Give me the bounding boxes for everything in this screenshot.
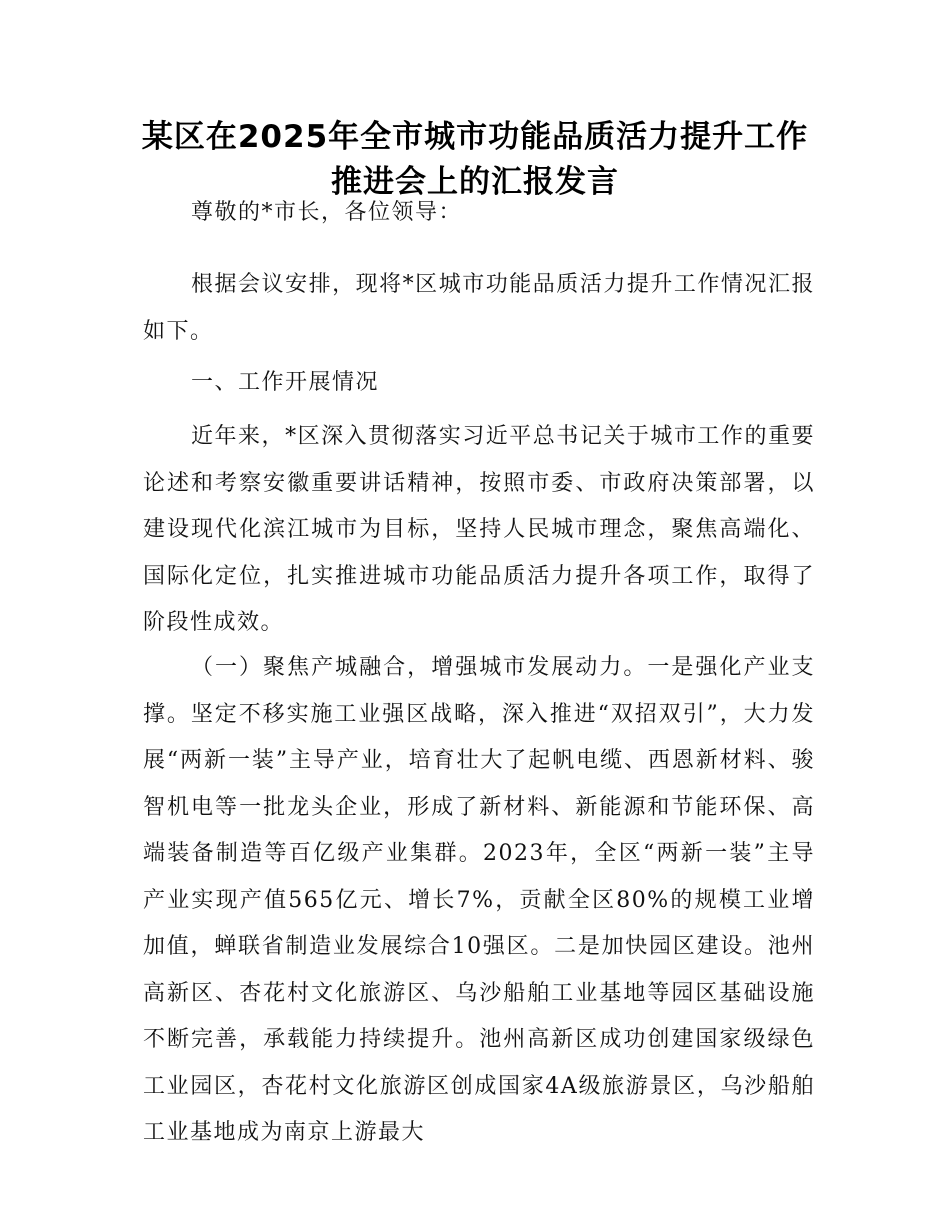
intro-paragraph: 根据会议安排，现将*区城市功能品质活力提升工作情况汇报如下。 (143, 272, 815, 344)
greeting-paragraph: 尊敬的*市长，各位领导： (191, 200, 463, 225)
overview-paragraph: 近年来，*区深入贯彻落实习近平总书记关于城市工作的重要论述和考察安徽重要讲话精神，按照市委、市政府决策部署，以建设现代化滨江城市为目标，坚持人民城市理念，聚焦高端化、国际化定位，扎实推进城市功能品质活力提升各项工作，取得了阶段性成效。 (143, 424, 815, 635)
section-heading: 一、工作开展情况 (191, 370, 380, 395)
document-title-line-1: 某区在2025年全市城市功能品质活力提升工作 (141, 119, 809, 155)
document-title-line-2: 推进会上的汇报发言 (331, 164, 619, 200)
section-1-paragraph: （一）聚焦产城融合，增强城市发展动力。一是强化产业支撑。坚定不移实施工业强区战略，深入推进“双招双引”，大力发展“两新一装”主导产业，培育壮大了起帆电缆、西恩新材料、骏智机电等一批龙头企业，形成了新材料、新能源和节能环保、高端装备制造等百亿级产业集群。2023年，全区“两新一装”主导产业实现产值565亿元、增长7%，贡献全区80%的规模工业增加值，蝉联省制造业发展综合10强区。二是加快园区建设。池州高新区、杏花村文化旅游区、乌沙船舶工业基地等园区基础设施不断完善，承载能力持续提升。池州高新区成功创建国家级绿色工业园区，杏花村文化旅游区创成国家4A级旅游景区，乌沙船舶工业基地成为南京上游最大 (143, 655, 815, 1145)
